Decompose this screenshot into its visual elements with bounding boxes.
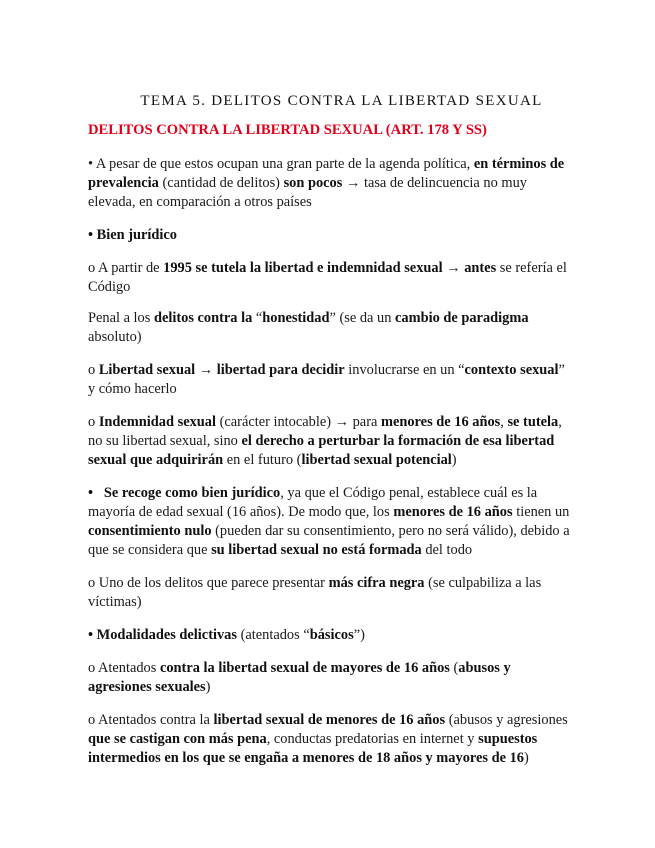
bullet-circle: o: [88, 712, 96, 728]
paragraph-bien-juridico-recoge: • Se recoge como bien jurídico, ya que el Código penal, establece cuál es la mayoría de edad sexual (16 años). De modo que, los menores de 16 años tienen un consentimiento nulo (pueden dar su consentimiento, pero no será válido), debido a que se considera que su libertad sexual no está formada del todo: [88, 485, 570, 558]
document-title: TEMA 5. DELITOS CONTRA LA LIBERTAD SEXUAL: [140, 93, 543, 109]
bullet-dot: •: [88, 227, 94, 243]
paragraph-libertad-sexual: o Libertad sexual → libertad para decidir involucrarse en un “contexto sexual” y cómo hacerlo: [88, 362, 565, 397]
paragraph-mayores-16: o Atentados contra la libertad sexual de mayores de 16 años (abusos y agresiones sexuales): [88, 660, 511, 695]
section-heading: DELITOS CONTRA LA LIBERTAD SEXUAL (ART. 178 Y SS): [88, 122, 487, 138]
paragraph-indemnidad-sexual: o Indemnidad sexual (carácter intocable) → para menores de 16 años, se tutela, no su libertad sexual, sino el derecho a perturbar la formación de esa libertad sexual que adquirirán en el futuro (libertad sexual potencial): [88, 414, 562, 468]
paragraph-cifra-negra: o Uno de los delitos que parece presentar más cifra negra (se culpabiliza a las víctimas): [88, 575, 542, 610]
paragraph-1995: o A partir de 1995 se tutela la libertad e indemnidad sexual → antes se refería el Código: [88, 260, 567, 295]
bullet-circle: o: [88, 660, 96, 676]
bullet-dot: •: [88, 485, 94, 501]
bullet-circle: o: [88, 414, 96, 430]
bullet-circle: o: [88, 362, 96, 378]
paragraph-menores-16: o Atentados contra la libertad sexual de menores de 16 años (abusos y agresiones que se castigan con más pena, conductas predatorias en internet y supuestos intermedios en los que se engaña a menores de 18 años y mayores de 16): [88, 712, 568, 766]
paragraph-honestidad: Penal a los delitos contra la “honestidad” (se da un cambio de paradigma absoluto): [88, 310, 529, 345]
subheading-bien-juridico: • Bien jurídico: [88, 227, 177, 243]
subheading-modalidades: • Modalidades delictivas (atentados “básicos”): [88, 627, 365, 643]
bullet-circle: o: [88, 260, 96, 276]
paragraph-prevalence: • A pesar de que estos ocupan una gran parte de la agenda política, en términos de prevalencia (cantidad de delitos) son pocos → tasa de delincuencia no muy elevada, en comparación a otros países: [88, 156, 565, 210]
bullet-dot: •: [88, 627, 94, 643]
bullet-circle: o: [88, 575, 96, 591]
bullet-dot: •: [88, 156, 94, 172]
